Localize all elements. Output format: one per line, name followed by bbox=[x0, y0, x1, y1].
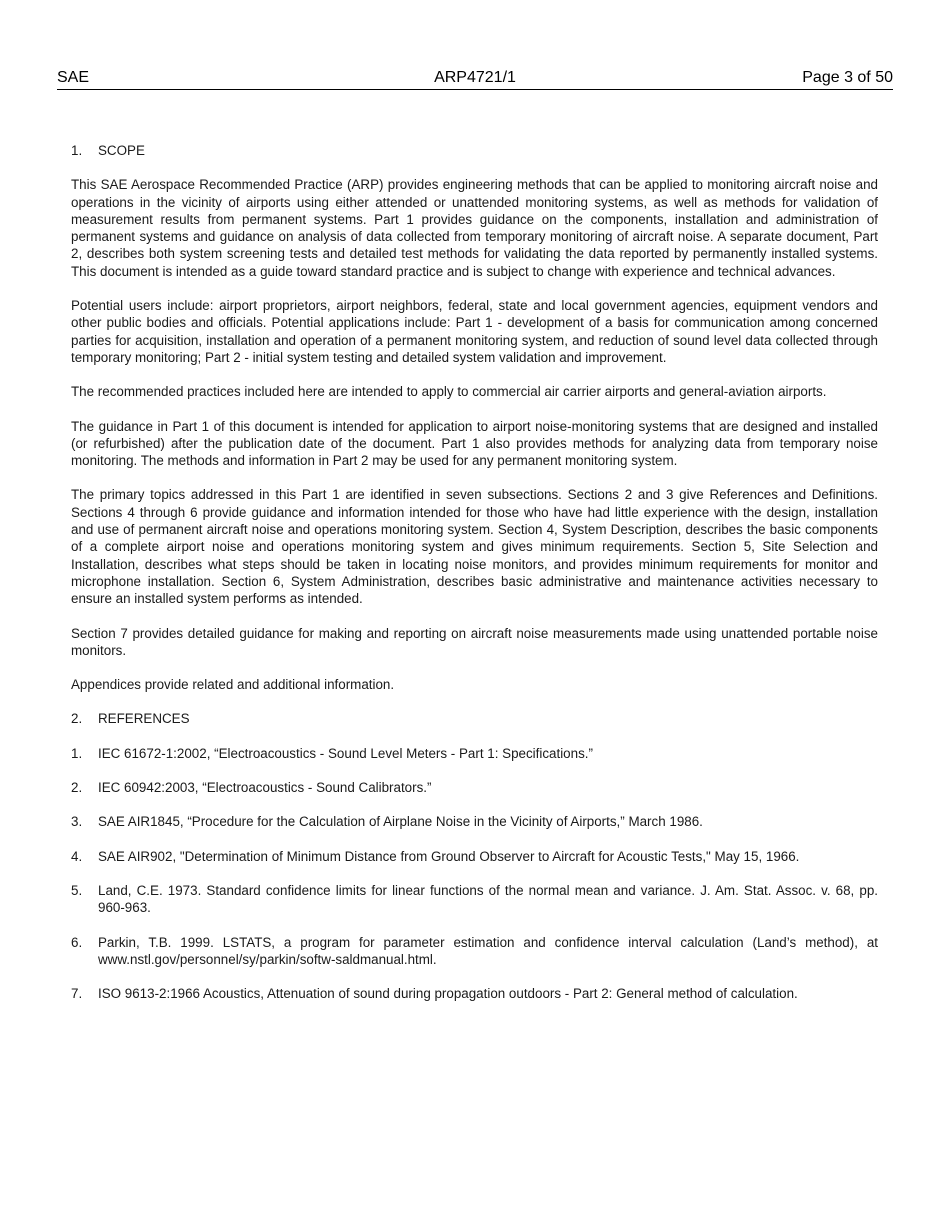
document-body bbox=[71, 142, 878, 1019]
reference-number: 2. bbox=[71, 780, 83, 796]
reference-text: Land, C.E. 1973. Standard confidence limits for linear functions of the normal mean and variance. J. Am. Stat. Assoc. v. 68, pp. 960-963. bbox=[98, 882, 878, 916]
section-title: REFERENCES bbox=[98, 711, 190, 727]
reference-item bbox=[71, 813, 878, 830]
scope-paragraph: Section 7 provides detailed guidance for making and reporting on aircraft noise measurements made using unattended portable noise monitors. bbox=[71, 625, 878, 658]
scope-paragraph: This SAE Aerospace Recommended Practice (ARP) provides engineering methods that can be applied to monitoring aircraft noise and operations in the vicinity of airports using either attended or unattended monitoring systems, as well as methods for validation of measurement results from permanent systems. Part 1 provides guidance on the components, installation and administration of permanent systems and guidance on analysis of data collected from temporary monitoring of aircraft noise. A separate document, Part 2, describes both system screening tests and detailed test methods for validating the data reported by permanently installed systems. This document is intended as a guide toward standard practice and is subject to change with experience and technical advances. bbox=[71, 177, 878, 279]
reference-item bbox=[71, 848, 878, 865]
reference-number: 7. bbox=[71, 986, 83, 1002]
section-number: 1. bbox=[71, 143, 83, 158]
reference-number: 1. bbox=[71, 745, 83, 761]
reference-number: 5. bbox=[71, 882, 83, 898]
document-number: ARP4721/1 bbox=[434, 69, 516, 86]
reference-text: SAE AIR902, "Determination of Minimum Distance from Ground Observer to Aircraft for Acoustic Tests," May 15, 1966. bbox=[98, 848, 800, 864]
reference-text: IEC 61672-1:2002, “Electroacoustics - Sound Level Meters - Part 1: Specifications.” bbox=[98, 745, 593, 761]
reference-text: IEC 60942:2003, “Electroacoustics - Sound Calibrators.” bbox=[98, 780, 432, 796]
scope-paragraph: Potential users include: airport proprietors, airport neighbors, federal, state and local government agencies, equipment vendors and other public bodies and officials. Potential applications include: Part 1 - development of a basis for communication among concerned parties for acquisition, installation and operation of a permanent monitoring system, and reduction of sound level data collected through temporary monitoring; Part 2 - initial system testing and detailed system validation and improvement. bbox=[71, 298, 878, 365]
section-title: SCOPE bbox=[98, 143, 145, 158]
reference-number: 4. bbox=[71, 848, 83, 864]
reference-item bbox=[71, 882, 878, 917]
scope-paragraph: The primary topics addressed in this Part 1 are identified in seven subsections. Sections 2 and 3 give References and Definitions. Sections 4 through 6 provide guidance and information intended for those who have had little experience with the design, installation and use of permanent aircraft noise and operations monitoring system. Section 4, System Description, describes the basic components of a complete airport noise and operations monitoring system and gives minimum requirements. Section 5, Site Selection and Installation, describes what steps should be taken in locating noise monitors, and provides minimum requirements for monitor and microphone installation. Section 6, System Administration, describes basic administrative and maintenance activities necessary to ensure an installed system performs as intended. bbox=[71, 487, 878, 607]
scope-paragraph: The recommended practices included here are intended to apply to commercial air carrier airports and general-aviation airports. bbox=[71, 384, 827, 400]
section-heading-scope bbox=[71, 142, 878, 159]
reference-item bbox=[71, 779, 878, 796]
reference-item bbox=[71, 745, 878, 762]
page-header bbox=[57, 69, 893, 90]
reference-text: SAE AIR1845, “Procedure for the Calculation of Airplane Noise in the Vicinity of Airports,” March 1986. bbox=[98, 814, 703, 830]
reference-text: Parkin, T.B. 1999. LSTATS, a program for parameter estimation and confidence interval calculation (Land’s method), at www.nstl.gov/personnel/sy/parkin/softw-saldmanual.html. bbox=[98, 934, 878, 967]
reference-number: 6. bbox=[71, 934, 83, 950]
scope-paragraph: The guidance in Part 1 of this document is intended for application to airport noise-monitoring systems that are designed and installed (or refurbished) after the publication date of the document. Part 1 also provides methods for analyzing data from temporary noise monitoring. The methods and information in Part 2 may be used for any permanent monitoring system. bbox=[71, 418, 878, 469]
reference-number: 3. bbox=[71, 814, 83, 830]
page-number: Page 3 of 50 bbox=[802, 69, 893, 86]
reference-item bbox=[71, 985, 878, 1002]
scope-paragraph: Appendices provide related and additional information. bbox=[71, 677, 395, 693]
section-number: 2. bbox=[71, 711, 83, 727]
publisher-name: SAE bbox=[57, 69, 90, 86]
reference-item bbox=[71, 934, 878, 969]
reference-text: ISO 9613-2:1966 Acoustics, Attenuation of sound during propagation outdoors - Part 2: General method of calculation. bbox=[98, 986, 798, 1002]
section-heading-references bbox=[71, 710, 878, 727]
